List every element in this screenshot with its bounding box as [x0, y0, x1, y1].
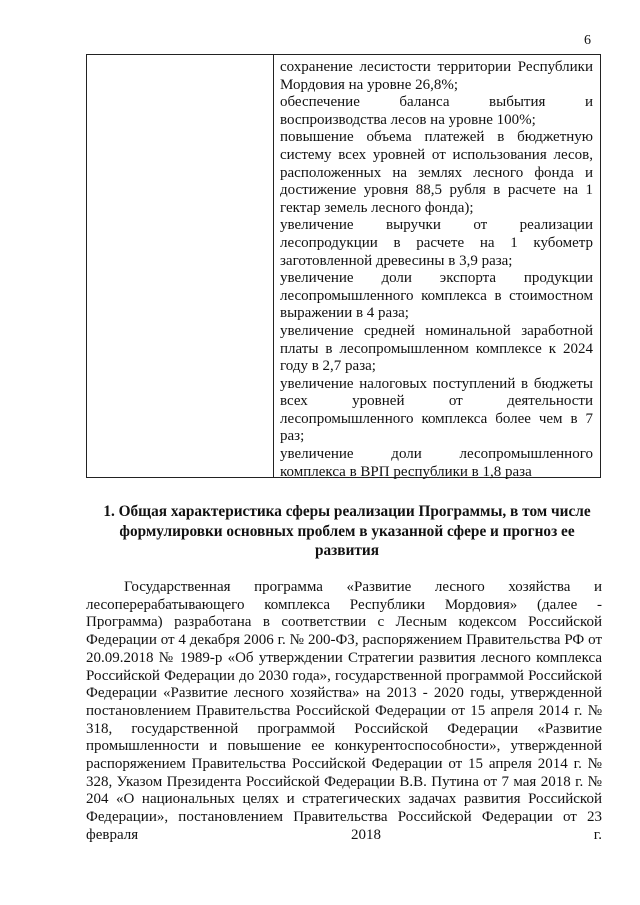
table-right-cell [274, 55, 600, 480]
section-heading: 1. Общая характеристика сферы реализации Программы, в том числе формулировки основных проблем в указанной сфере и прогноз ее развития [103, 503, 591, 559]
goal-item: обеспечение баланса выбытия и воспроизводства лесов на уровне 100%; [280, 94, 593, 128]
goal-item: повышение объема платежей в бюджетную систему всех уровней от использования лесов, расположенных на землях лесного фонда и достижение уровня 88,5 рубля в расчете на 1 гектар земель лесного фонда); [280, 129, 593, 216]
goal-item: увеличение налоговых поступлений в бюджеты всех уровней от деятельности лесопромышленного комплекса более чем в 7 раз; [280, 375, 593, 445]
goal-item: увеличение доли лесопромышленного комплекса в ВРП республики в 1,8 раза [280, 446, 593, 480]
goal-item: увеличение доли экспорта продукции лесопромышленного комплекса в стоимостном выражении в 4 раза; [280, 270, 593, 322]
page-number: 6 [584, 33, 591, 48]
section-body-paragraph: Государственная программа «Развитие лесного хозяйства и лесоперерабатывающего комплекса Республики Мордовия» (далее - Программа) разработана в соответствии с Лесным кодексом Российской Федерации от 4 декабря 2006 г. № 200-ФЗ, распоряжением Правительства РФ от 20.09.2018 № 1989-р «Об утверждении Стратегии развития лесного комплекса Российской Федерации до 2030 года», государственной программой Российской Федерации «Развитие лесного хозяйства» на 2013 - 2020 годы, утвержденной постановлением Правительства Российской Федерации от 15 апреля 2014 г. № 318, государственной программой Российской Федерации «Развитие промышленности и повышение ее конкурентоспособности», утвержденной распоряжением Правительства Российской Федерации от 15 апреля 2014 г. № 328, Указом Президента Российской Федерации В.В. Путина от 7 мая 2018 г. № 204 «О национальных целях и стратегических задачах развития Российской Федерации», постановлением Правительства Российской Федерации от 23 февраля 2018 г. [86, 579, 602, 843]
program-goals-table [86, 54, 601, 478]
goal-item: сохранение лесистости территории Республики Мордовия на уровне 26,8%; [280, 59, 593, 93]
goal-item: увеличение средней номинальной заработной платы в лесопромышленном комплексе к 2024 году в 2,7 раза; [280, 322, 593, 375]
goal-item: увеличение выручки от реализации лесопродукции в расчете на 1 кубометр заготовленной древесины в 3,9 раза; [280, 217, 593, 269]
table-left-cell [87, 55, 274, 477]
